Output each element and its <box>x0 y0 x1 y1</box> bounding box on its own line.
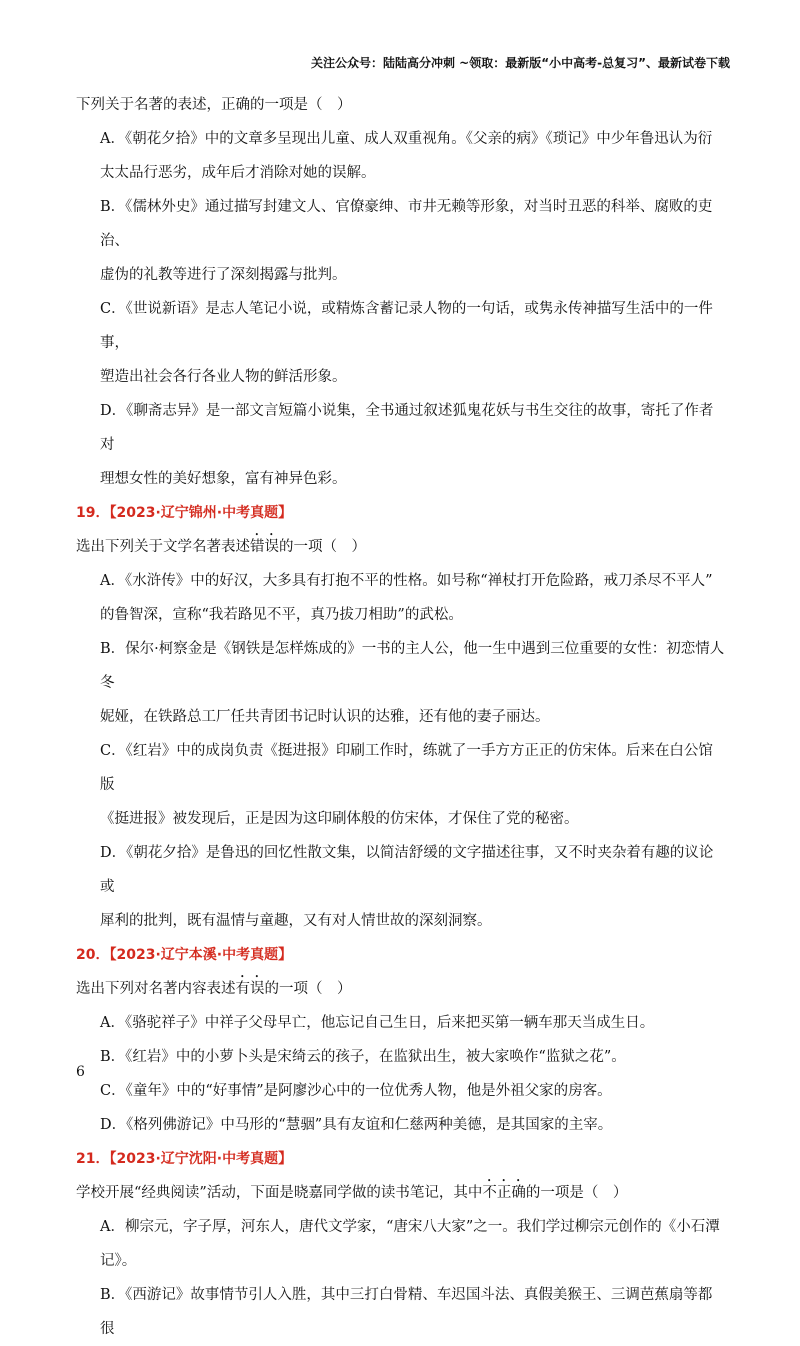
q20-stem-post: 的一项（ ） <box>264 981 352 997</box>
q18-option-d-line2: 理想女性的美好想象，富有神异色彩。 <box>100 471 347 487</box>
q19-option-a <box>76 564 726 632</box>
q19-option-a-line2: 的鲁智深，宣称“我若路见不平，真乃拔刀相助”的武松。 <box>100 607 463 623</box>
q18-option-b <box>76 190 726 292</box>
q21-option-a-line1: A．柳宗元，字子厚，河东人，唐代文学家，“唐宋八大家”之一。我们学过柳宗元创作的《小石潭 <box>100 1219 720 1235</box>
q20-stem-pre: 选出下列对名著内容表述 <box>76 981 236 997</box>
q19-option-c <box>76 734 726 836</box>
q21-heading: 21．【2023·辽宁沈阳·中考真题】 <box>76 1151 293 1167</box>
q19-option-b-line1: B．保尔·柯察金是《钢铁是怎样炼成的》一书的主人公，他一生中遇到三位重要的女性：初恋情人冬 <box>100 641 725 691</box>
q19-stem-post: 的一项（ ） <box>279 539 366 555</box>
q20-stem <box>76 972 726 1006</box>
q21-option-a-line2: 记》。 <box>100 1253 137 1269</box>
q18-option-d-line1: D．《聊斋志异》是一部文言短篇小说集，全书通过叙述狐鬼花妖与书生交往的故事，寄托了作者对 <box>100 403 714 453</box>
q21-option-b <box>76 1278 726 1346</box>
q20-option-d: D．《格列佛游记》中马形的“慧骃”具有友谊和仁慈两种美德，是其国家的主宰。 <box>100 1117 613 1133</box>
q18-option-d <box>76 394 726 496</box>
q19-option-d-line1: D．《朝花夕拾》是鲁迅的回忆性散文集，以简洁舒缓的文字描述往事，又不时夹杂着有趣的议论或 <box>100 845 714 895</box>
q19-option-d-line2: 犀利的批判，既有温情与童趣，又有对人情世故的深刻洞察。 <box>100 913 492 929</box>
q19-option-b <box>76 632 726 734</box>
q18-option-c <box>76 292 726 394</box>
q18-option-b-line1: B．《儒林外史》通过描写封建文人、官僚豪绅、市井无赖等形象，对当时丑恶的科举、腐败的吏治、 <box>100 199 713 249</box>
q18-option-c-line2: 塑造出社会各行各业人物的鲜活形象。 <box>100 369 347 385</box>
q19-stem-emphasis: 错误 <box>250 539 279 555</box>
q20-option-a: A．《骆驼祥子》中祥子父母早亡，他忘记自己生日，后来把买第一辆车那天当成生日。 <box>100 1015 655 1031</box>
q21-stem-post: 的一项是（ ） <box>525 1185 628 1201</box>
header-note: 关注公众号：陆陆高分冲刺 ~领取：最新版“小中高考-总复习”、最新试卷下载 <box>311 56 730 70</box>
q19-heading: 19．【2023·辽宁锦州·中考真题】 <box>76 505 293 521</box>
q21-stem <box>76 1176 726 1210</box>
q19-option-d <box>76 836 726 938</box>
q19-option-c-line1: C．《红岩》中的成岗负责《挺进报》印刷工作时，练就了一手方方正正的仿宋体。后来在白公馆版 <box>100 743 713 793</box>
q20-stem-emphasis: 有误 <box>235 981 265 997</box>
q19-stem-pre: 选出下列关于文学名著表述 <box>76 539 250 555</box>
q18-option-b-line2: 虚伪的礼教等进行了深刻揭露与批判。 <box>100 267 347 283</box>
q21-option-a <box>76 1210 726 1278</box>
document-body <box>76 88 726 1346</box>
q19-option-c-line2: 《挺进报》被发现后，正是因为这印刷体般的仿宋体，才保住了党的秘密。 <box>100 811 579 827</box>
q19-stem <box>76 530 726 564</box>
q19-option-b-line2: 妮娅，在铁路总工厂任共青团书记时认识的达雅，还有他的妻子丽达。 <box>100 709 550 725</box>
q21-stem-pre: 学校开展“经典阅读”活动，下面是晓嘉同学做的读书笔记，其中 <box>76 1185 483 1201</box>
q21-option-b-line1: B．《西游记》故事情节引人入胜，其中三打白骨精、车迟国斗法、真假美猴王、三调芭蕉扇等都很 <box>100 1287 713 1337</box>
q18-option-a-line2: 太太品行恶劣，成年后才消除对她的误解。 <box>100 165 376 181</box>
q21-stem-emphasis: 不正确 <box>482 1185 526 1201</box>
q18-option-c-line1: C．《世说新语》是志人笔记小说，或精炼含蓄记录人物的一句话，或隽永传神描写生活中的一件事， <box>100 301 713 351</box>
q18-stem: 下列关于名著的表述，正确的一项是（ ） <box>76 97 352 113</box>
q18-option-a-line1: A．《朝花夕拾》中的文章多呈现出儿童、成人双重视角。《父亲的病》《琐记》中少年鲁迅认为衍 <box>100 131 713 147</box>
q18-option-a <box>76 122 726 190</box>
page-number: 6 <box>76 1064 85 1080</box>
q20-option-c: C．《童年》中的“好事情”是阿廖沙心中的一位优秀人物，他是外祖父家的房客。 <box>100 1083 612 1099</box>
q20-option-b: B．《红岩》中的小萝卜头是宋绮云的孩子，在监狱出生，被大家唤作“监狱之花”。 <box>100 1049 626 1065</box>
q19-option-a-line1: A．《水浒传》中的好汉，大多具有打抱不平的性格。如号称“禅杖打开危险路，戒刀杀尽不平人” <box>100 573 713 589</box>
q20-heading: 20．【2023·辽宁本溪·中考真题】 <box>76 947 293 963</box>
